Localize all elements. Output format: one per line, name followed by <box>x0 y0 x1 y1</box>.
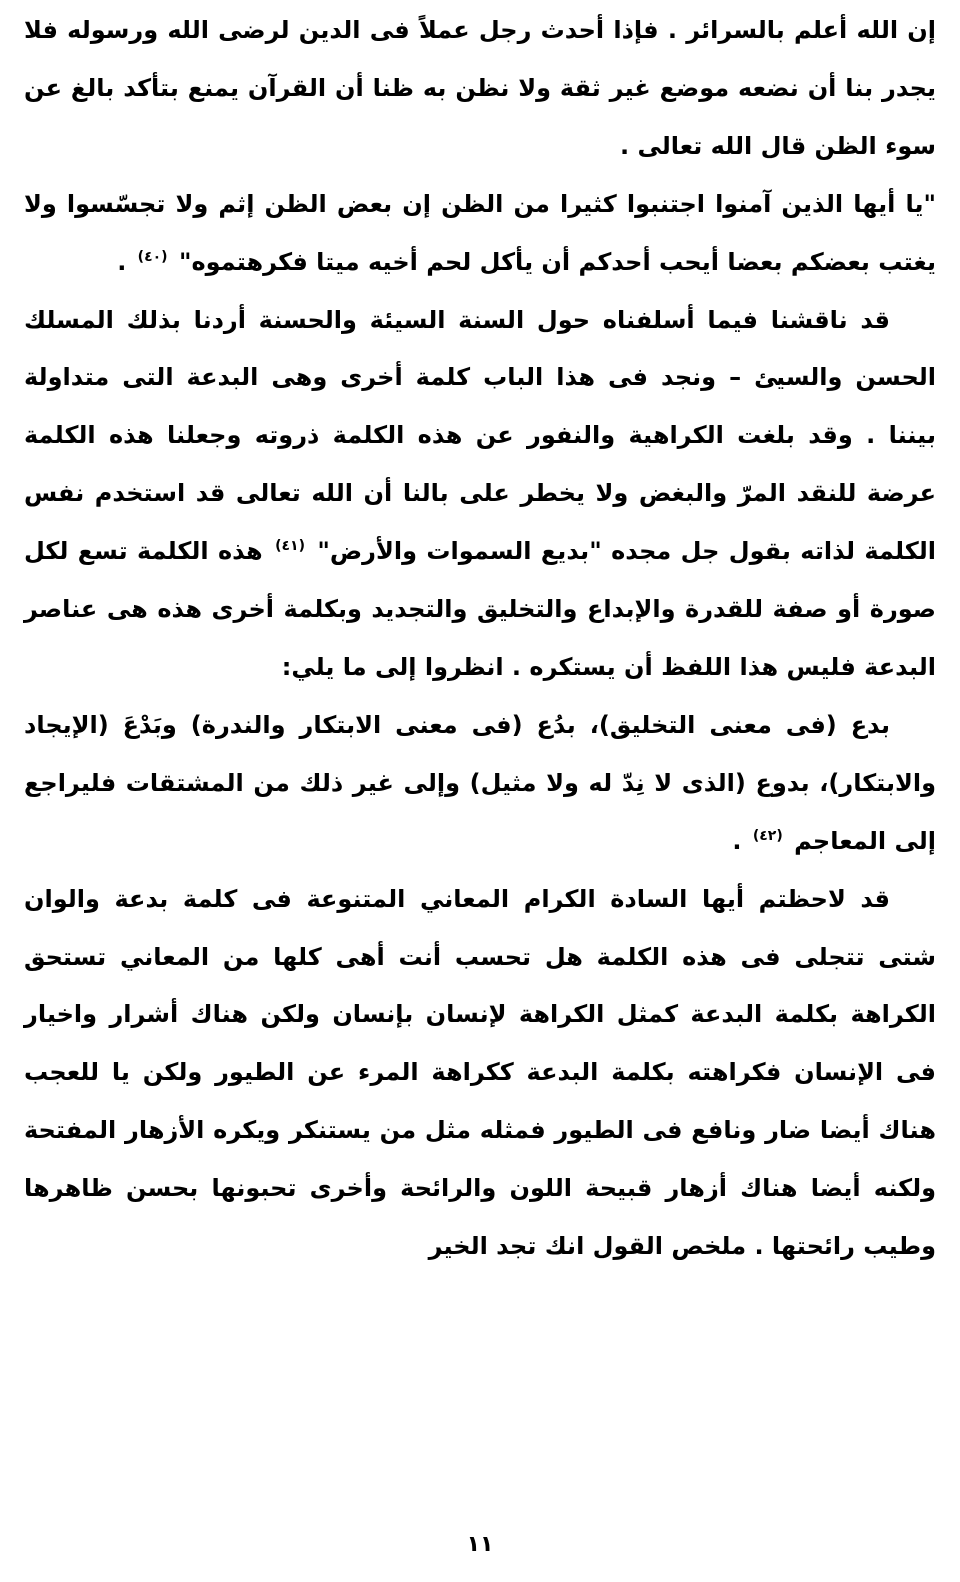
footnote-ref-41[interactable]: (٤١) <box>275 538 305 555</box>
paragraph-2-quran-quote <box>24 176 936 292</box>
paragraph-text: قد لاحظتم أيها السادة الكرام المعاني المتنوعة فى كلمة بدعة والوان شتى تتجلى فى هذه الكلمة هل تحسب أنت أهى كلها من المعاني تستحق الكراهة بكلمة البدعة كمثل الكراهة لإنسان بإنسان ولكن هناك أشرار واخيار فى الإنسان فكراهته بكلمة البدعة ككراهة المرء عن الطيور ولكن يا للعجب هناك أيضا ضار ونافع فى الطيور فمثله مثل من يستنكر ويكره الأزهار المفتحة ولكنه أيضا هناك أزهار قبيحة اللون والرائحة وأخرى تحبونها بحسن ظاهرها وطيب رائحتها . ملخص القول انك تجد الخير <box>24 884 936 1261</box>
footnote-ref-40[interactable]: (٤٠) <box>137 248 168 265</box>
paragraph-text: "يا أيها الذين آمنوا اجتنبوا كثيرا من الظن إن بعض الظن إثم ولا تجسّسوا ولا يغتب بعضكم بعضا أيحب أحدكم أن يأكل لحم أخيه ميتا فكرهتموه" <box>24 189 936 276</box>
paragraph-5 <box>24 871 936 1276</box>
paragraph-3 <box>24 292 936 697</box>
paragraph-text: إن الله أعلم بالسرائر . فإذا أحدث رجل عملاً فى الدين لرضى الله ورسوله فلا يجدر بنا أن نضعه موضع غير ثقة ولا نظن به ظنا أن القرآن يمنع بتأكد بالغ عن سوء الظن قال الله تعالى . <box>24 16 936 160</box>
paragraph-text: قد ناقشنا فيما أسلفناه حول السنة السيئة والحسنة أردنا بذلك المسلك الحسن والسيئ – ونجد فى هذا الباب كلمة أخرى وهى البدعة التى متداولة بيننا . وقد بلغت الكراهية والنفور عن هذه الكلمة ذروته وجعلنا هذه الكلمة عرضة للنقد المرّ والبغض ولا يخطر على بالنا أن الله تعالى قد استخدم نفس الكلمة لذاته بقول جل مجده "بديع السموات والأرض" <box>24 305 936 566</box>
footnote-ref-42[interactable]: (٤٢) <box>752 827 783 844</box>
paragraph-4-derivatives <box>24 697 936 871</box>
paragraph-1 <box>24 2 936 176</box>
paragraph-text: بدع (فى معنى التخليق)، بدُع (فى معنى الابتكار والندرة) وبَدْعَ (الإيجاد والابتكار)، بدوع (الذى لا نِدّ له ولا مثيل) وإلى غير ذلك من المشتقات فليراجع إلى المعاجم <box>24 710 936 855</box>
paragraph-tail: هذه الكلمة تسع لكل صورة أو صفة للقدرة والإبداع والتخليق والتجديد وبكلمة أخرى هذه هى عناصر البدعة فليس هذا اللفظ أن يستكره . انظروا إلى ما يلي: <box>24 537 936 681</box>
paragraph-tail: . <box>117 247 127 276</box>
page-number: ١١ <box>466 1532 494 1557</box>
paragraph-tail: . <box>732 826 742 855</box>
